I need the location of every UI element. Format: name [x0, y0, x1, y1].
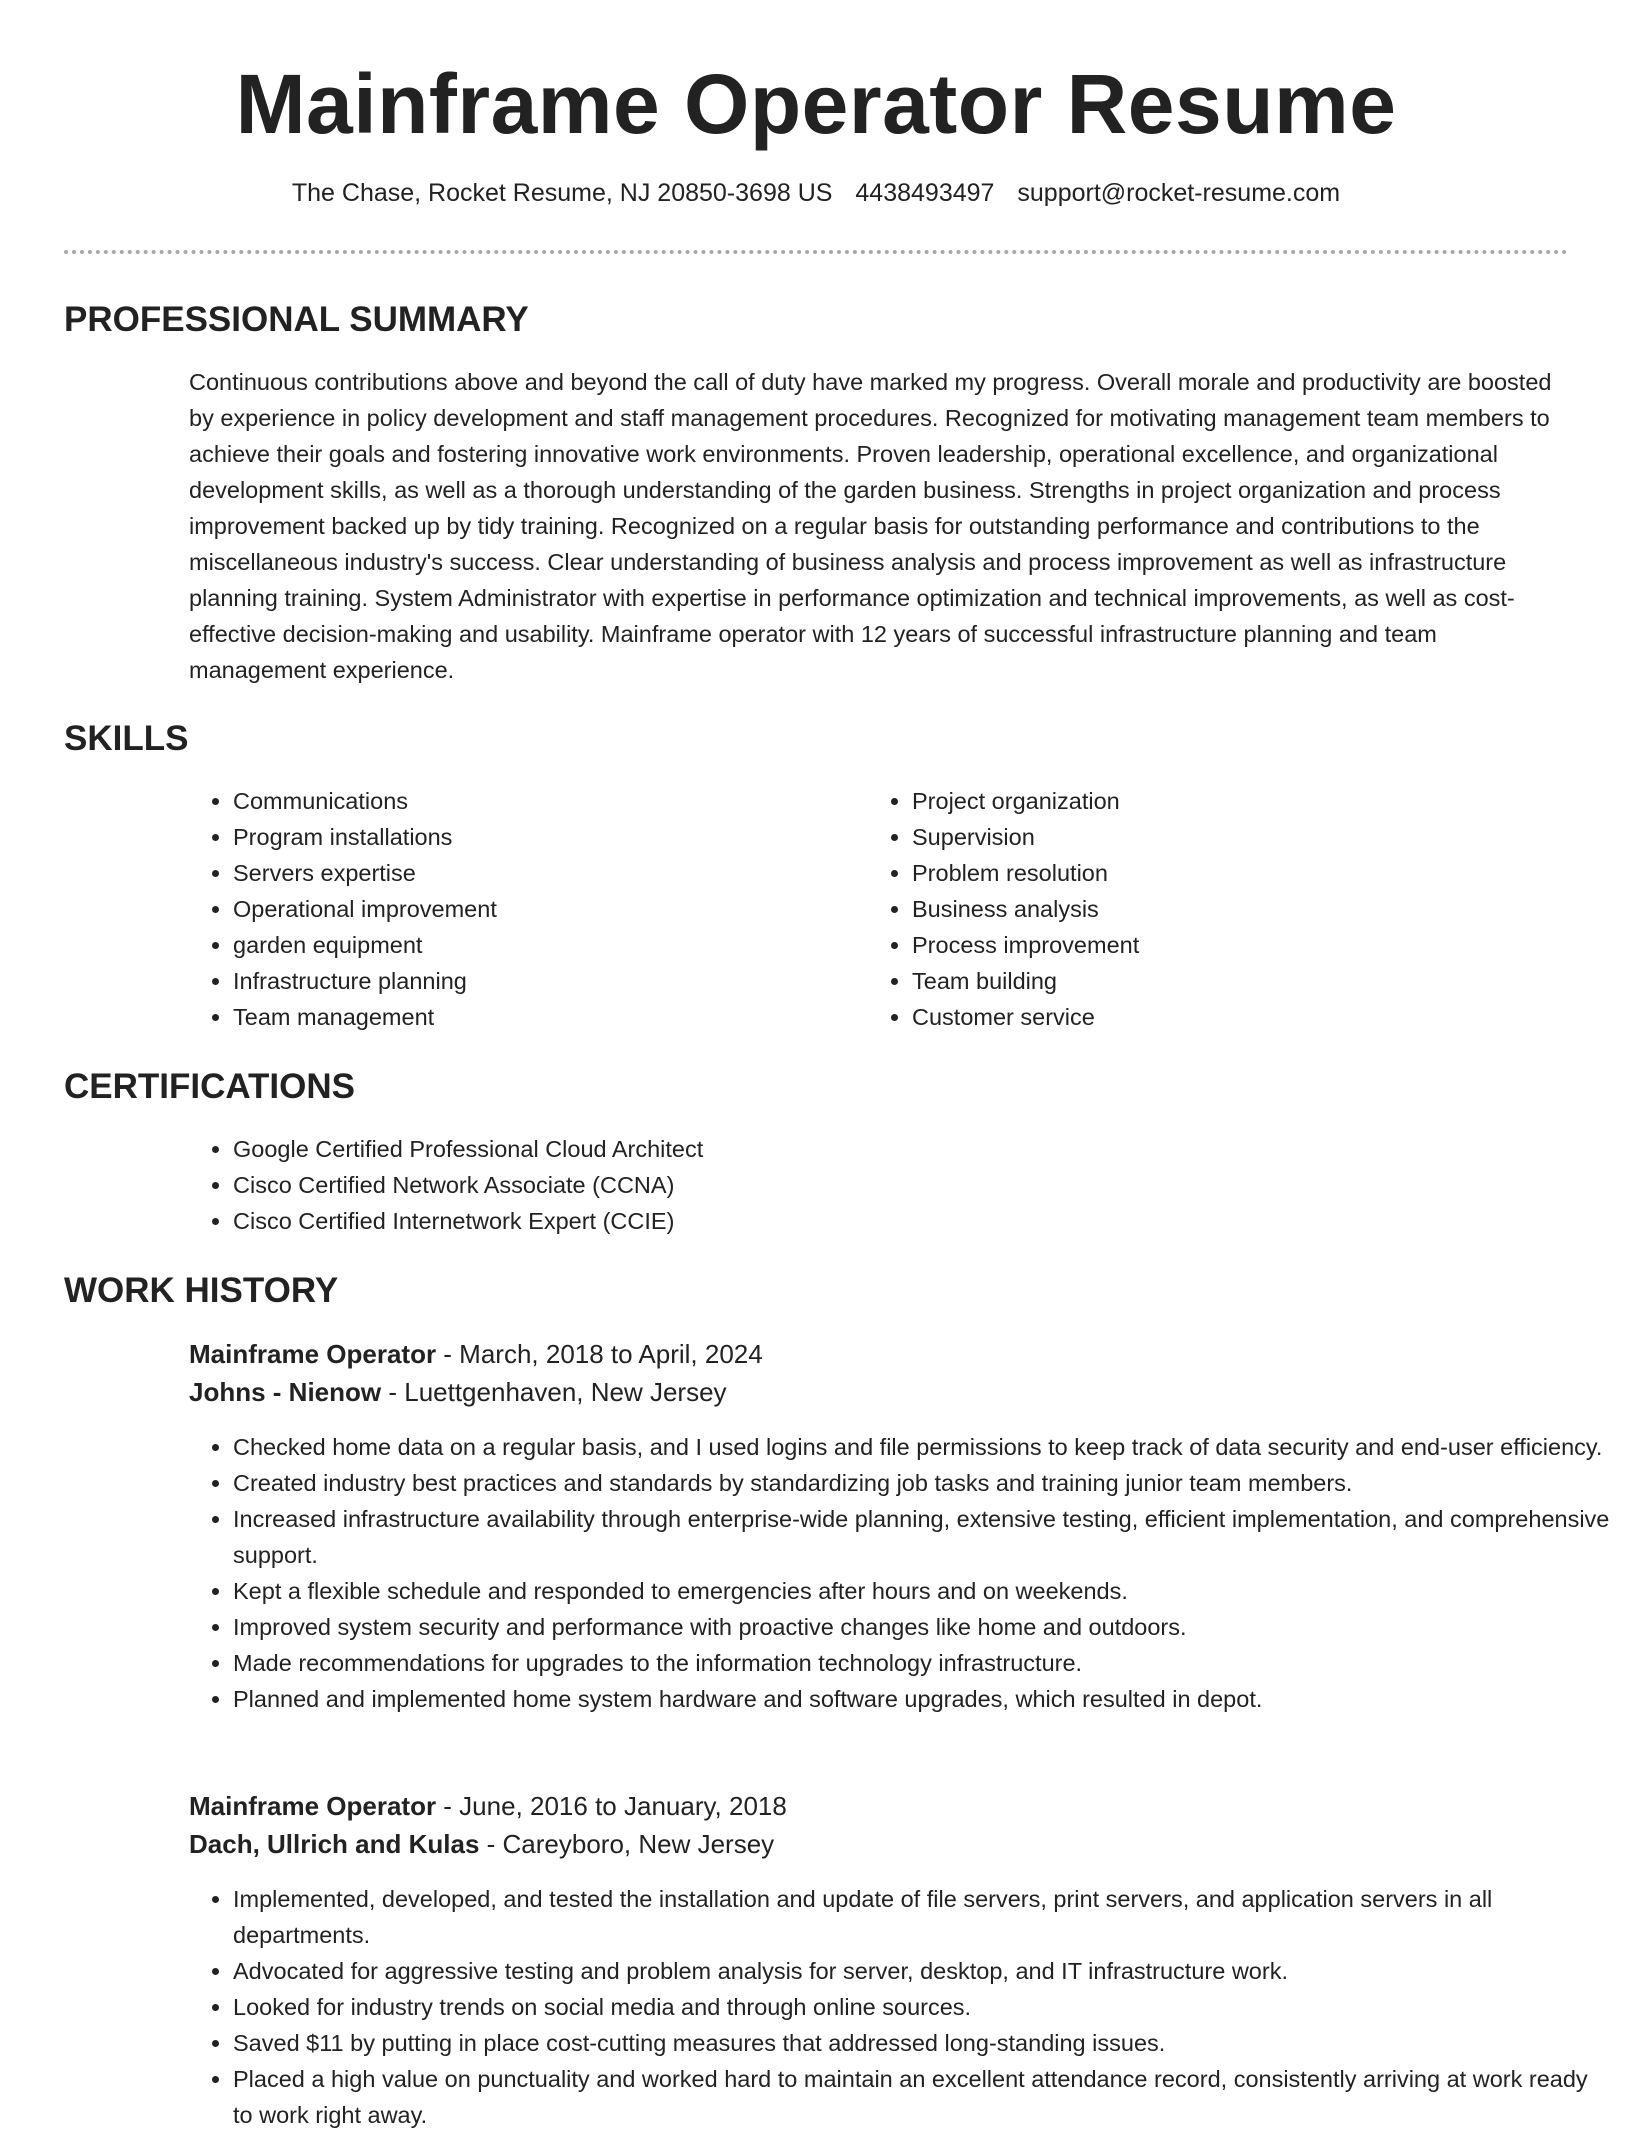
work-history-heading: WORK HISTORY: [64, 1271, 339, 1310]
certifications-heading: CERTIFICATIONS: [64, 1067, 356, 1106]
skill-item: • Business analysis: [912, 891, 1552, 927]
job-duty-item: • Created industry best practices and standards by standardizing job tasks and training junior team members.: [233, 1465, 1613, 1501]
certification-item: • Cisco Certified Network Associate (CCNA): [233, 1167, 1613, 1203]
summary-heading: PROFESSIONAL SUMMARY: [64, 300, 529, 339]
job-location: - Careyboro, New Jersey: [479, 1829, 775, 1859]
contact-email: support@rocket-resume.com: [1017, 179, 1341, 207]
skills-list-left: [189, 783, 793, 1035]
skill-item: • Project organization: [912, 783, 1552, 819]
job-duties-list: [189, 1429, 1613, 1717]
skill-item: • Process improvement: [912, 927, 1552, 963]
job-duty-item: • Made recommendations for upgrades to the information technology infrastructure.: [233, 1645, 1613, 1681]
job-title-line: [189, 1335, 763, 1373]
job-duty-item: • Advocated for aggressive testing and problem analysis for server, desktop, and IT infrastructure work.: [233, 1953, 1613, 1989]
contact-line: [0, 176, 1632, 210]
header-divider: [64, 250, 1568, 254]
job-duty-item: • Increased infrastructure availability through enterprise-wide planning, extensive testing, efficient implementation, and comprehensive support.: [233, 1501, 1613, 1573]
skill-item: • Operational improvement: [233, 891, 793, 927]
certification-item: • Cisco Certified Internetwork Expert (CCIE): [233, 1203, 1613, 1239]
skills-heading: SKILLS: [64, 719, 189, 758]
job-duty-item: • Implemented, developed, and tested the installation and update of file servers, print servers, and application servers in all departments.: [233, 1881, 1613, 1953]
job-role: Mainframe Operator: [189, 1339, 437, 1369]
skill-item: • Problem resolution: [912, 855, 1552, 891]
job-company-line: [189, 1825, 774, 1863]
contact-address: The Chase, Rocket Resume, NJ 20850-3698 US: [291, 179, 833, 207]
job-company: Johns - Nienow: [189, 1377, 382, 1407]
job-duty-item: • Kept a flexible schedule and responded to emergencies after hours and on weekends.: [233, 1573, 1613, 1609]
skill-item: • Infrastructure planning: [233, 963, 793, 999]
job-duty-item: • Checked home data on a regular basis, and I used logins and file permissions to keep track of data security and end-user efficiency.: [233, 1429, 1613, 1465]
certifications-list: [189, 1131, 1613, 1239]
job-dates: - March, 2018 to April, 2024: [436, 1339, 763, 1369]
job-location: - Luettgenhaven, New Jersey: [381, 1377, 727, 1407]
job-dates: - June, 2016 to January, 2018: [436, 1791, 787, 1821]
resume-title: Mainframe Operator Resume: [235, 57, 1397, 151]
skill-item: • Program installations: [233, 819, 793, 855]
contact-phone: 4438493497: [855, 179, 995, 207]
job-role: Mainframe Operator: [189, 1791, 437, 1821]
skill-item: • Servers expertise: [233, 855, 793, 891]
job-duty-item: • Looked for industry trends on social media and through online sources.: [233, 1989, 1613, 2025]
skill-item: • Communications: [233, 783, 793, 819]
skill-item: • Customer service: [912, 999, 1552, 1035]
skill-item: • Team management: [233, 999, 793, 1035]
job-duties-list: [189, 1881, 1613, 2133]
skills-list-right: [868, 783, 1552, 1035]
job-duty-item: • Planned and implemented home system hardware and software upgrades, which resulted in depot.: [233, 1681, 1613, 1717]
job-duty-item: • Saved $11 by putting in place cost-cutting measures that addressed long-standing issues.: [233, 2025, 1613, 2061]
summary-text: Continuous contributions above and beyond the call of duty have marked my progress. Overall morale and productivity are boosted by experience in policy development and staff management procedures. Recognized for motivating management team members to achieve their goals and fostering innovative work environments. Proven leadership, operational excellence, and organizational development skills, as well as a thorough understanding of the garden business. Strengths in project organization and process improvement backed up by tidy training. Recognized on a regular basis for outstanding performance and contributions to the miscellaneous industry's success. Clear understanding of business analysis and process improvement as well as infrastructure planning training. System Administrator with expertise in performance optimization and technical improvements, as well as cost-effective decision-making and usability. Mainframe operator with 12 years of successful infrastructure planning and team management experience.: [189, 369, 1552, 683]
certification-item: • Google Certified Professional Cloud Architect: [233, 1131, 1613, 1167]
job-title-line: [189, 1787, 787, 1825]
skill-item: • Team building: [912, 963, 1552, 999]
skill-item: • Supervision: [912, 819, 1552, 855]
job-company-line: [189, 1373, 727, 1411]
job-duty-item: • Improved system security and performance with proactive changes like home and outdoors.: [233, 1609, 1613, 1645]
skill-item: • garden equipment: [233, 927, 793, 963]
job-duty-item: • Placed a high value on punctuality and worked hard to maintain an excellent attendance record, consistently arriving at work ready to work right away.: [233, 2061, 1613, 2133]
job-company: Dach, Ullrich and Kulas: [189, 1829, 480, 1859]
